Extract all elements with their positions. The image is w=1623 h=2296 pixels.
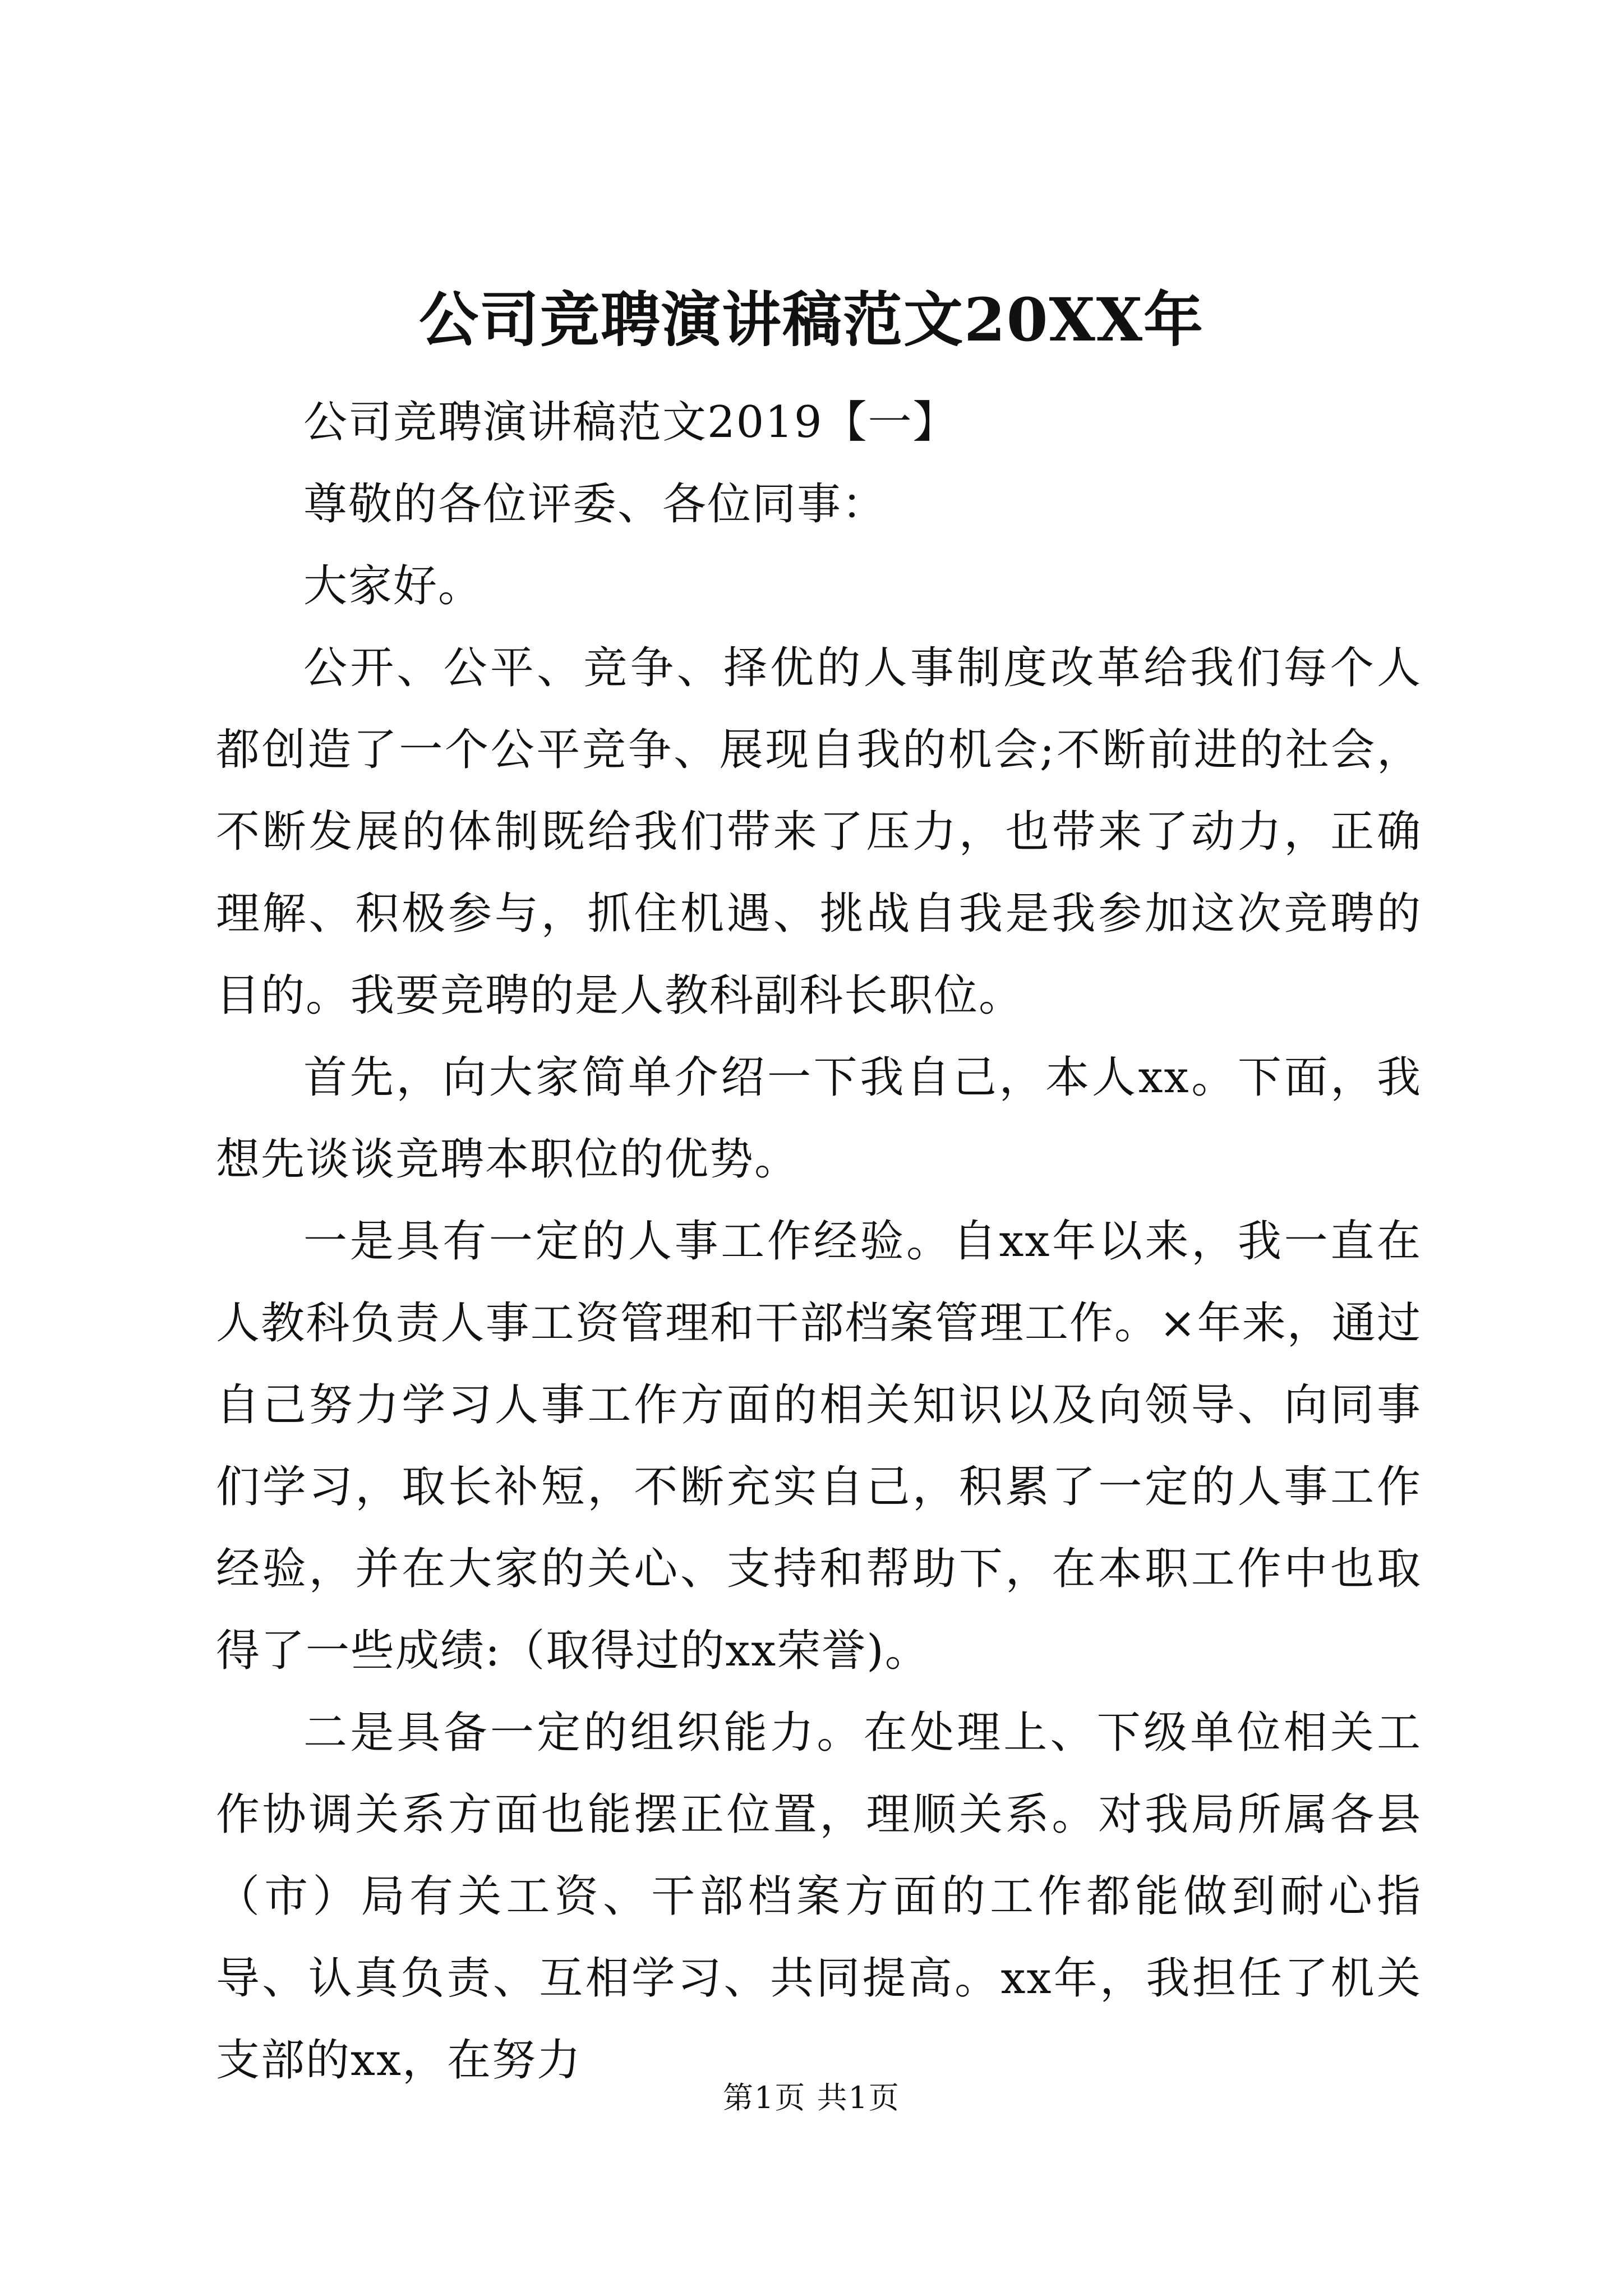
paragraph: 公司竞聘演讲稿范文2019【一】: [303, 397, 958, 448]
document-body: [216, 381, 1422, 2101]
paragraph: 二是具备一定的组织能力。在处理上、下级单位相关工作协调关系方面也能摆正位置，理顺关系。对我局所属各县（市）局有关工资、干部档案方面的工作都能做到耐心指导、认真负责、互相学习、共同提高。xx年，我担任了机关支部的xx，在努力: [216, 1708, 1422, 2086]
paragraph: 公开、公平、竞争、择优的人事制度改革给我们每个人都创造了一个公平竞争、展现自我的机会;不断前进的社会，不断发展的体制既给我们带来了压力，也带来了动力，正确理解、积极参与，抓住机遇、挑战自我是我参加这次竞聘的目的。我要竞聘的是人教科副科长职位。: [216, 643, 1422, 1021]
paragraph: 尊敬的各位评委、各位同事：: [303, 479, 887, 530]
paragraph: 一是具有一定的人事工作经验。自xx年以来，我一直在人教科负责人事工资管理和干部档案管理工作。×年来，通过自己努力学习人事工作方面的相关知识以及向领导、向同事们学习，取长补短，不断充实自己，积累了一定的人事工作经验，并在大家的关心、支持和帮助下，在本职工作中也取得了一些成绩:（取得过的xx荣誉)。: [216, 1216, 1422, 1676]
paragraph: 大家好。: [303, 561, 483, 611]
document-title: 公司竞聘演讲稿范文20XX年: [419, 284, 1204, 355]
page-footer: 第1页 共1页: [723, 2080, 900, 2115]
paragraph: 首先，向大家简单介绍一下我自己，本人xx。下面，我想先谈谈竞聘本职位的优势。: [216, 1052, 1422, 1185]
